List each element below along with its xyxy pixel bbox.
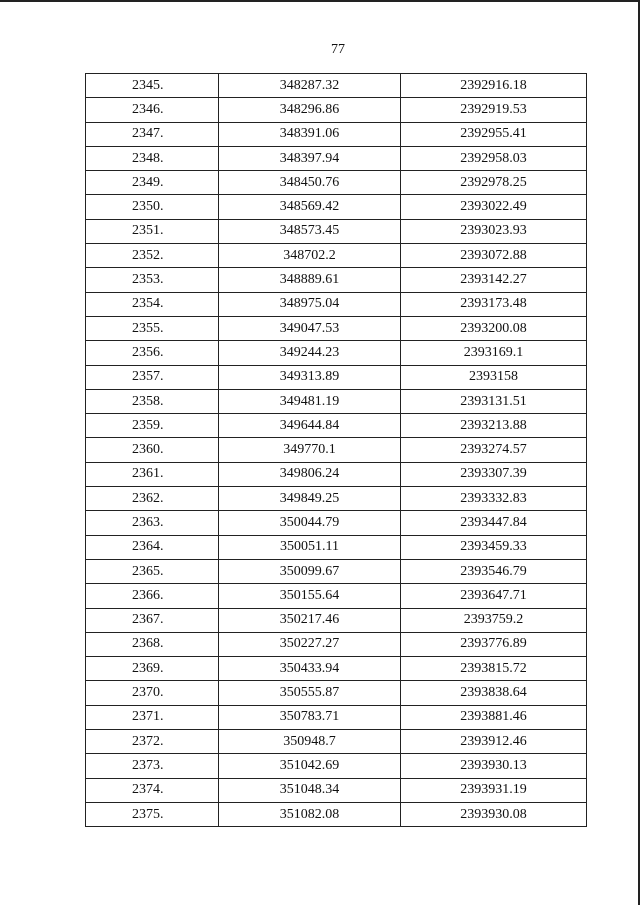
table-row <box>86 632 587 656</box>
x-coordinate-cell: 350044.79 <box>219 511 401 535</box>
x-coordinate-cell: 350948.7 <box>219 730 401 754</box>
point-number-cell: 2355. <box>86 316 219 340</box>
y-coordinate-cell: 2393881.46 <box>401 705 587 729</box>
point-number-cell: 2368. <box>86 632 219 656</box>
table-row <box>86 487 587 511</box>
x-coordinate-cell: 349770.1 <box>219 438 401 462</box>
point-number-cell: 2360. <box>86 438 219 462</box>
x-coordinate-cell: 348296.86 <box>219 98 401 122</box>
table-row <box>86 705 587 729</box>
table-row <box>86 657 587 681</box>
point-number-cell: 2346. <box>86 98 219 122</box>
point-number-cell: 2373. <box>86 754 219 778</box>
y-coordinate-cell: 2393776.89 <box>401 632 587 656</box>
point-number-cell: 2366. <box>86 584 219 608</box>
x-coordinate-cell: 350555.87 <box>219 681 401 705</box>
x-coordinate-cell: 350433.94 <box>219 657 401 681</box>
table-row <box>86 341 587 365</box>
y-coordinate-cell: 2393307.39 <box>401 462 587 486</box>
table-row <box>86 244 587 268</box>
x-coordinate-cell: 349849.25 <box>219 487 401 511</box>
table-row <box>86 195 587 219</box>
y-coordinate-cell: 2393931.19 <box>401 778 587 802</box>
x-coordinate-cell: 351048.34 <box>219 778 401 802</box>
x-coordinate-cell: 350783.71 <box>219 705 401 729</box>
table-row <box>86 438 587 462</box>
point-number-cell: 2371. <box>86 705 219 729</box>
table-row <box>86 608 587 632</box>
x-coordinate-cell: 350227.27 <box>219 632 401 656</box>
point-number-cell: 2348. <box>86 146 219 170</box>
y-coordinate-cell: 2392916.18 <box>401 74 587 98</box>
y-coordinate-cell: 2393815.72 <box>401 657 587 681</box>
y-coordinate-cell: 2393274.57 <box>401 438 587 462</box>
table-row <box>86 171 587 195</box>
table-row <box>86 462 587 486</box>
point-number-cell: 2367. <box>86 608 219 632</box>
x-coordinate-cell: 348287.32 <box>219 74 401 98</box>
x-coordinate-cell: 349644.84 <box>219 414 401 438</box>
y-coordinate-cell: 2393200.08 <box>401 316 587 340</box>
point-number-cell: 2365. <box>86 559 219 583</box>
y-coordinate-cell: 2392978.25 <box>401 171 587 195</box>
coordinates-table <box>85 73 587 827</box>
y-coordinate-cell: 2393912.46 <box>401 730 587 754</box>
point-number-cell: 2375. <box>86 802 219 826</box>
x-coordinate-cell: 350051.11 <box>219 535 401 559</box>
table-row <box>86 98 587 122</box>
table-row <box>86 219 587 243</box>
y-coordinate-cell: 2393447.84 <box>401 511 587 535</box>
y-coordinate-cell: 2393169.1 <box>401 341 587 365</box>
x-coordinate-cell: 350217.46 <box>219 608 401 632</box>
x-coordinate-cell: 348391.06 <box>219 122 401 146</box>
x-coordinate-cell: 348569.42 <box>219 195 401 219</box>
x-coordinate-cell: 349806.24 <box>219 462 401 486</box>
x-coordinate-cell: 348397.94 <box>219 146 401 170</box>
table-row <box>86 559 587 583</box>
point-number-cell: 2361. <box>86 462 219 486</box>
point-number-cell: 2358. <box>86 389 219 413</box>
point-number-cell: 2363. <box>86 511 219 535</box>
table-row <box>86 74 587 98</box>
table-row <box>86 802 587 826</box>
x-coordinate-cell: 351042.69 <box>219 754 401 778</box>
y-coordinate-cell: 2393332.83 <box>401 487 587 511</box>
point-number-cell: 2362. <box>86 487 219 511</box>
table-row <box>86 292 587 316</box>
x-coordinate-cell: 349481.19 <box>219 389 401 413</box>
table-row <box>86 122 587 146</box>
x-coordinate-cell: 350099.67 <box>219 559 401 583</box>
point-number-cell: 2357. <box>86 365 219 389</box>
y-coordinate-cell: 2392958.03 <box>401 146 587 170</box>
table-row <box>86 146 587 170</box>
point-number-cell: 2356. <box>86 341 219 365</box>
point-number-cell: 2364. <box>86 535 219 559</box>
y-coordinate-cell: 2393142.27 <box>401 268 587 292</box>
y-coordinate-cell: 2393930.08 <box>401 802 587 826</box>
x-coordinate-cell: 348975.04 <box>219 292 401 316</box>
y-coordinate-cell: 2393072.88 <box>401 244 587 268</box>
point-number-cell: 2351. <box>86 219 219 243</box>
x-coordinate-cell: 349047.53 <box>219 316 401 340</box>
table-row <box>86 754 587 778</box>
y-coordinate-cell: 2393838.64 <box>401 681 587 705</box>
point-number-cell: 2370. <box>86 681 219 705</box>
table-row <box>86 365 587 389</box>
y-coordinate-cell: 2392919.53 <box>401 98 587 122</box>
y-coordinate-cell: 2393173.48 <box>401 292 587 316</box>
point-number-cell: 2345. <box>86 74 219 98</box>
point-number-cell: 2353. <box>86 268 219 292</box>
y-coordinate-cell: 2393930.13 <box>401 754 587 778</box>
y-coordinate-cell: 2393023.93 <box>401 219 587 243</box>
y-coordinate-cell: 2393759.2 <box>401 608 587 632</box>
point-number-cell: 2374. <box>86 778 219 802</box>
point-number-cell: 2350. <box>86 195 219 219</box>
x-coordinate-cell: 351082.08 <box>219 802 401 826</box>
table-row <box>86 389 587 413</box>
y-coordinate-cell: 2393131.51 <box>401 389 587 413</box>
table-row <box>86 414 587 438</box>
point-number-cell: 2352. <box>86 244 219 268</box>
table-row <box>86 730 587 754</box>
point-number-cell: 2369. <box>86 657 219 681</box>
table-row <box>86 535 587 559</box>
x-coordinate-cell: 348450.76 <box>219 171 401 195</box>
x-coordinate-cell: 349244.23 <box>219 341 401 365</box>
scan-edge-top <box>0 0 640 2</box>
x-coordinate-cell: 350155.64 <box>219 584 401 608</box>
point-number-cell: 2359. <box>86 414 219 438</box>
x-coordinate-cell: 348889.61 <box>219 268 401 292</box>
y-coordinate-cell: 2393459.33 <box>401 535 587 559</box>
y-coordinate-cell: 2393647.71 <box>401 584 587 608</box>
y-coordinate-cell: 2393213.88 <box>401 414 587 438</box>
y-coordinate-cell: 2392955.41 <box>401 122 587 146</box>
x-coordinate-cell: 348702.2 <box>219 244 401 268</box>
table-row <box>86 268 587 292</box>
table-row <box>86 511 587 535</box>
table-row <box>86 778 587 802</box>
x-coordinate-cell: 349313.89 <box>219 365 401 389</box>
point-number-cell: 2354. <box>86 292 219 316</box>
y-coordinate-cell: 2393158 <box>401 365 587 389</box>
table-row <box>86 584 587 608</box>
x-coordinate-cell: 348573.45 <box>219 219 401 243</box>
table-row <box>86 681 587 705</box>
table-row <box>86 316 587 340</box>
page-number: 77 <box>331 42 345 57</box>
point-number-cell: 2372. <box>86 730 219 754</box>
y-coordinate-cell: 2393546.79 <box>401 559 587 583</box>
y-coordinate-cell: 2393022.49 <box>401 195 587 219</box>
point-number-cell: 2349. <box>86 171 219 195</box>
point-number-cell: 2347. <box>86 122 219 146</box>
